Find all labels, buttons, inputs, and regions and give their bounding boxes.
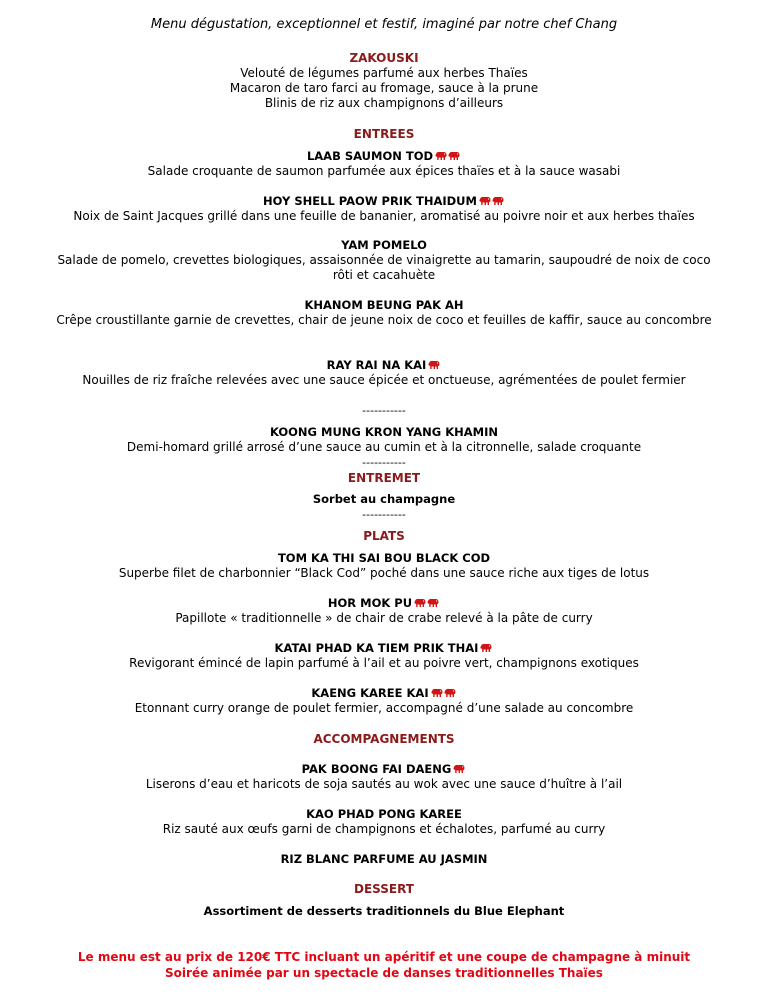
dish-name: KOONG MUNG KRON YANG KHAMIN: [269, 425, 498, 439]
spice-indicator: [428, 360, 441, 371]
dish-description: Salade croquante de saumon parfumée aux épices thaïes et à la sauce wasabi: [147, 164, 621, 178]
spice-indicator: [435, 151, 461, 162]
dish-name: KAO PHAD PONG KAREE: [306, 807, 462, 821]
spice-indicator: [453, 764, 466, 775]
separator: -----------: [362, 404, 406, 417]
dish-description: Demi-homard grillé arrosé d’une sauce au cumin et à la citronnelle, salade croquante: [126, 440, 642, 454]
section-title-zakouski: ZAKOUSKI: [349, 51, 419, 65]
section-title-accompagnements: ACCOMPAGNEMENTS: [313, 732, 455, 746]
dish-description: Etonnant curry orange de poulet fermier, accompagné d’une salade au concombre: [134, 701, 634, 715]
dish-name: Sorbet au champagne: [312, 492, 456, 506]
dish-name: YAM POMELO: [341, 238, 427, 252]
separator: -----------: [362, 456, 406, 469]
menu-intro: Menu dégustation, exceptionnel et festif, imaginé par notre chef Chang: [150, 17, 618, 32]
elephant-spice-icon: [435, 151, 447, 161]
dish-description: Papillote « traditionnelle » de chair de crabe relevé à la pâte de curry: [175, 611, 593, 625]
section-title-plats: PLATS: [363, 529, 405, 543]
dish-name: KAENG KAREE KAI: [0, 686, 768, 701]
elephant-spice-icon: [431, 688, 443, 698]
separator: -----------: [362, 508, 406, 521]
footer-price: Le menu est au prix de 120€ TTC incluant un apéritif et une coupe de champagne à minuit: [77, 950, 691, 964]
spice-indicator: [414, 598, 440, 609]
dish-description: Noix de Saint Jacques grillé dans une feuille de bananier, aromatisé au poivre noir et aux herbes thaïes: [73, 209, 695, 223]
section-title-entremet: ENTREMET: [347, 471, 421, 485]
dish-name: TOM KA THI SAI BOU BLACK COD: [277, 551, 491, 565]
dish-description: Nouilles de riz fraîche relevées avec une sauce épicée et onctueuse, agrémentées de poulet fermier: [82, 373, 686, 387]
zakouski-line: Velouté de légumes parfumé aux herbes Thaïes: [240, 66, 528, 80]
dish-name: KATAI PHAD KA TIEM PRIK THAI: [0, 641, 768, 656]
elephant-spice-icon: [480, 643, 492, 653]
dish-name: RAY RAI NA KAI: [0, 358, 768, 373]
dish-name: Assortiment de desserts traditionnels du Blue Elephant: [203, 904, 565, 918]
section-title-dessert: DESSERT: [354, 882, 414, 896]
dish-description: Salade de pomelo, crevettes biologiques, assaisonnée de vinaigrette au tamarin, saupoudré de noix de coco rôti et cacahuète: [57, 253, 711, 282]
dish-description: Crêpe croustillante garnie de crevettes, chair de jeune noix de coco et feuilles de kaffir, sauce au concombre: [56, 313, 712, 327]
spice-indicator: [431, 688, 457, 699]
spice-indicator: [479, 196, 505, 207]
dish-name: LAAB SAUMON TOD: [0, 149, 768, 164]
elephant-spice-icon: [479, 196, 491, 206]
elephant-spice-icon: [427, 598, 439, 608]
dish-name: HOY SHELL PAOW PRIK THAIDUM: [0, 194, 768, 209]
dish-description: Superbe filet de charbonnier “Black Cod” poché dans une sauce riche aux tiges de lotus: [118, 566, 650, 580]
elephant-spice-icon: [414, 598, 426, 608]
zakouski-line: Macaron de taro farci au fromage, sauce à la prune: [229, 81, 539, 95]
elephant-spice-icon: [428, 360, 440, 370]
dish-name: RIZ BLANC PARFUME AU JASMIN: [280, 852, 488, 866]
zakouski-line: Blinis de riz aux champignons d’ailleurs: [264, 96, 504, 110]
spice-indicator: [480, 643, 493, 654]
dish-description: Riz sauté aux œufs garni de champignons et échalotes, parfumé au curry: [162, 822, 606, 836]
section-title-entrees: ENTREES: [353, 127, 415, 141]
dish-description: Revigorant émincé de lapin parfumé à l’ail et au poivre vert, champignons exotiques: [129, 656, 639, 670]
dish-name: KHANOM BEUNG PAK AH: [304, 298, 464, 312]
elephant-spice-icon: [492, 196, 504, 206]
elephant-spice-icon: [453, 764, 465, 774]
elephant-spice-icon: [448, 151, 460, 161]
footer-show: Soirée animée par un spectacle de danses traditionnelles Thaïes: [165, 966, 603, 980]
elephant-spice-icon: [444, 688, 456, 698]
dish-name: HOR MOK PU: [0, 596, 768, 611]
dish-name: PAK BOONG FAI DAENG: [0, 762, 768, 777]
dish-description: Liserons d’eau et haricots de soja sautés au wok avec une sauce d’huître à l’ail: [145, 777, 623, 791]
